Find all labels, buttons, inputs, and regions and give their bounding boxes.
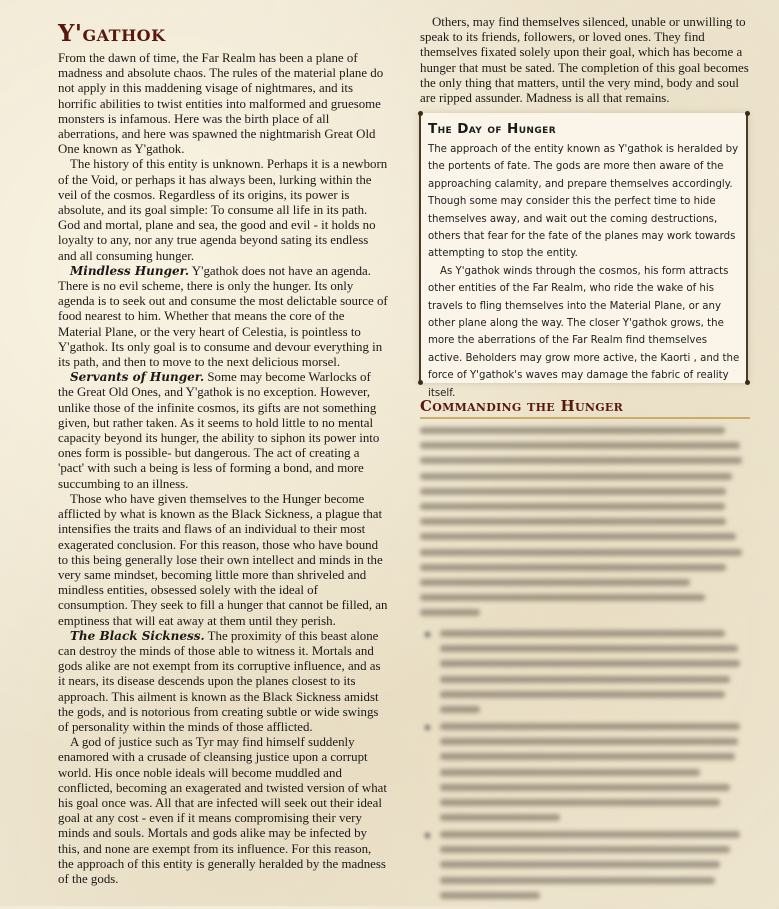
paragraph-black-sickness: The Black Sickness. The proximity of this beast alone can destroy the minds of those able to witness it. Mortals and gods alike are not exempt from its corruptive influence, and as it nears, its disease descends upon the planes closest to its approach. This ailment is known as the Black Sickness amidst the gods, and is notorious from creating subtle or wide swings of personality within the minds of those afflicted. xyxy=(58,628,381,734)
paragraph-others: Others, may find themselves silenced, unable or unwilling to speak to its friends, followers, or loved ones. They find themselves fixated solely upon their goal, which has become a hunger that must be sated. The completion of this goal becomes the only thing that matters, until the very mind, body and soul are ripped assunder. Madness is all that remains. xyxy=(420,15,749,106)
corner-dot xyxy=(745,380,750,385)
left-body xyxy=(58,51,388,887)
page-title: Y'gathok xyxy=(58,20,166,47)
corner-dot xyxy=(418,380,423,385)
sidebar-paragraph: The approach of the entity known as Y'gathok is heralded by the portents of fate. The gods are more then aware of the approaching calamity, and prepare themselves accordingly. Though some may consider this the perfect time to hide themselves away, and wait out the coming destructions, others that fear for the fate of the planes may work towards attempting to stop the entity. xyxy=(428,144,739,260)
blurred-bullet-item xyxy=(420,723,750,821)
sidebar-box-day-of-hunger xyxy=(419,113,748,399)
blurred-bullet-item xyxy=(420,630,750,713)
corner-dot xyxy=(418,111,423,116)
lead-mindless-hunger: Mindless Hunger. xyxy=(70,263,190,278)
right-intro xyxy=(420,15,750,106)
blurred-bullet-item xyxy=(420,831,750,899)
blurred-bullet-list xyxy=(420,630,750,909)
blurred-section-text xyxy=(420,427,750,624)
corner-dot xyxy=(745,111,750,116)
lead-black-sickness: The Black Sickness. xyxy=(70,628,205,643)
lead-servants-of-hunger: Servants of Hunger. xyxy=(70,370,205,385)
sidebar-paragraph: As Y'gathok winds through the cosmos, his form attracts other entities of the Far Realm, who ride the wake of his travels to fling themselves into the Material Plane, or any other plane along the way. The closer Y'gathok grows, the more the aberrations of the Far Realm find themselves active. Beholders may grow more active, the Kaorti , and the force of Y'gathok's waves may damage the fabric of reality itself. xyxy=(428,265,740,399)
paragraph-servants-of-hunger: Servants of Hunger. Some may become Warlocks of the Great Old Ones, and Y'gathok is no exception. However, unlike those of the infinite cosmos, its gifts are not something given, but rather taken. As it seems to hold little to no mental capacity beyond its hunger, the ability to siphon its power into ones form is possible- but dangerous. The act of creating a 'pact' with such a being is less of forming a bond, and more succumbing to an illness. xyxy=(58,370,380,491)
paragraph-intro: From the dawn of time, the Far Realm has been a plane of madness and absolute chaos. The rules of the material plane do not apply in this maddening visage of nightmares, and its horrific abilities to twist entities into malformed and gruesome monsters is infamous. Here was the birth place of all aberrations, and here was spawned the nightmarish Great Old One known as Y'gathok. xyxy=(58,51,384,157)
section-title-commanding-the-hunger: Commanding the Hunger xyxy=(420,397,750,419)
sidebar-title: The Day of Hunger xyxy=(428,121,557,137)
paragraph-history: The history of this entity is unknown. Perhaps it is a newborn of the Void, or perhaps it has always been, lurking within the veil of the cosmos. Regardless of its origins, its power is absolute, and its goal simple: To consume all life in its path. God and mortal, plane and sea, the good and evil - it holds no loyalty to any, nor any true agenda beyond sating its endless and all consuming hunger. xyxy=(58,157,388,263)
paragraph-black-sickness-afflicted: Those who have given themselves to the Hunger become afflicted by what is known as the Black Sickness, a plague that intensifies the traits and flaws of an individual to their most exagerated conclusion. For this reason, those who have bound to this being generally lose their own intellect and minds in the very same mindset, becoming little more than shriveled and mindless entities, obsessed solely with the ideal of consumption. They seek to fill a hunger that cannot be filled, an emptiness that will eat away at them until they perish. xyxy=(58,491,388,628)
paragraph-tyr: A god of justice such as Tyr may find himself suddenly enamored with a crusade of cleansing justice upon a corrupt world. His once noble ideals will become muddled and conflicted, becoming an exagerated and twisted version of what his goal once was. All that are infected will seek out their ideal goal at any cost - even if it means compromising their very minds and souls. Mortals and gods alike may be infected by this, and none are exempt from its influence. For this reason, the approach of this entity is generally heralded by the madness of the gods. xyxy=(58,735,387,886)
paragraph-mindless-hunger: Mindless Hunger. Y'gathok does not have an agenda. There is no evil scheme, there is only the hunger. Its only agenda is to seek out and consume the most delictable source of food nearest to him. Whether that means the core of the Material Plane, or the very heart of Celestia, is pointless to Y'gathok. Its only goal is to consume and devour everything in its path, and then to move to the next delicious morsel. xyxy=(58,263,388,370)
sidebar-body xyxy=(428,141,742,402)
